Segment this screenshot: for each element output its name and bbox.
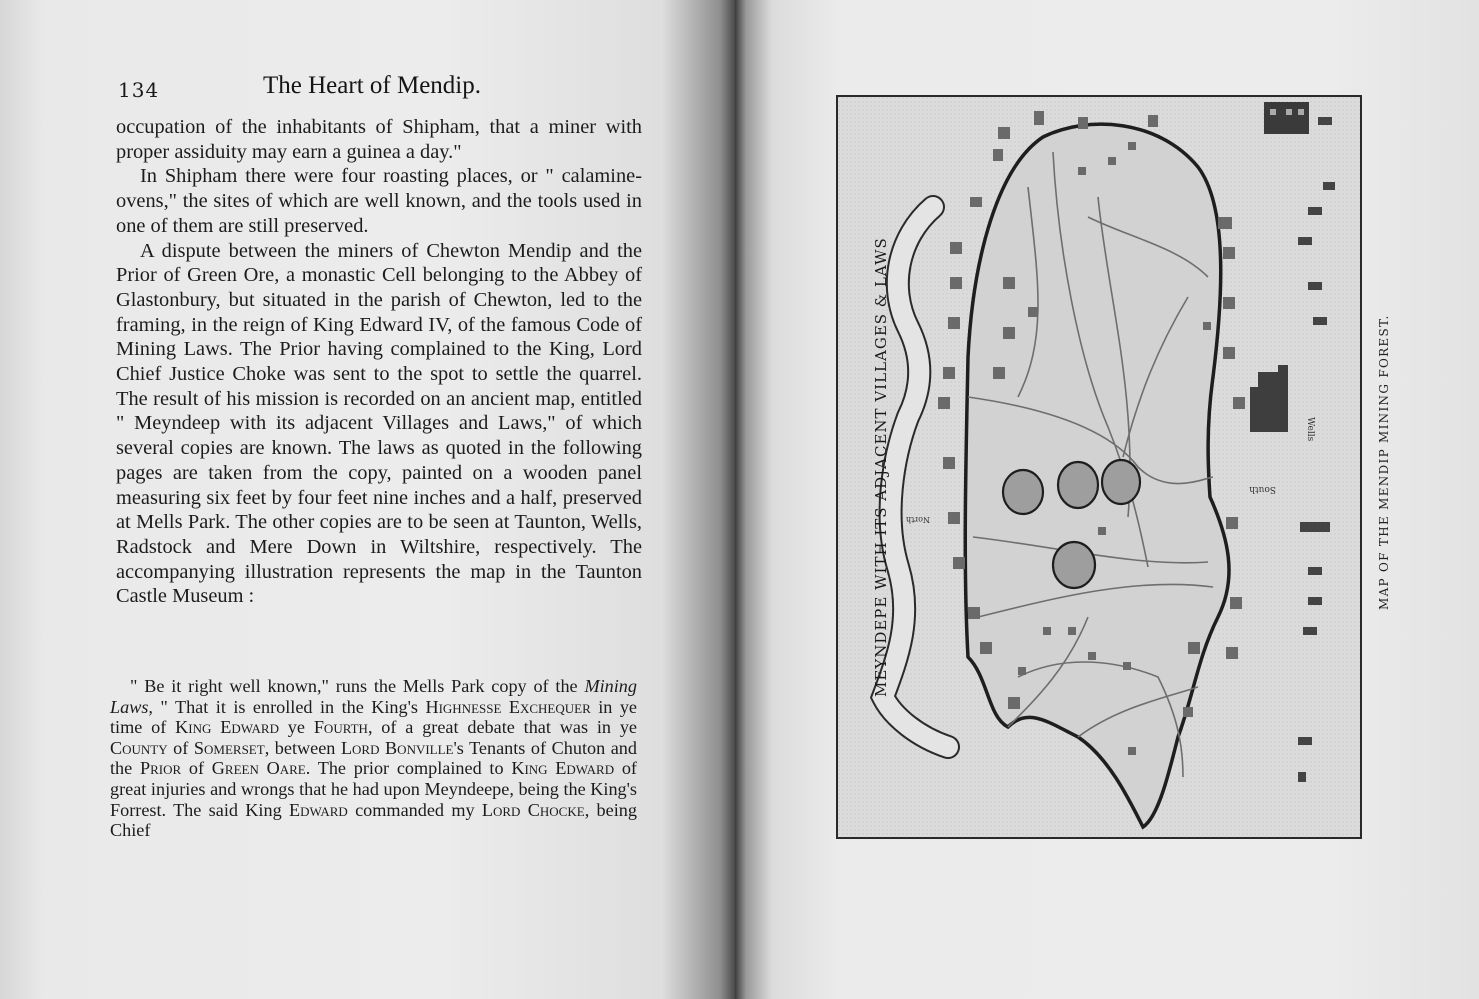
quote-text-run: in ye time of bbox=[110, 696, 637, 738]
quote-text-run: , between bbox=[264, 737, 341, 758]
quote-text-run: " Be it right well known," runs the Mells Park copy of the bbox=[130, 676, 585, 696]
mining-laws-quote bbox=[110, 676, 637, 841]
running-head bbox=[118, 70, 648, 110]
quote-smallcaps-run: Lord Chocke bbox=[481, 799, 585, 820]
quote-smallcaps-run: King Edward bbox=[511, 758, 615, 779]
map-label-south: South bbox=[1249, 484, 1276, 494]
map-label-north: North bbox=[905, 515, 930, 524]
plate-caption: MAP OF THE MENDIP MINING FOREST. bbox=[1377, 314, 1391, 610]
quote-text-run: , being Chief bbox=[110, 799, 637, 841]
paragraph-3: A dispute between the miners of Chewton Mendip and the Prior of Green Ore, a monastic Cell belonging to the Abbey of Glastonbury, but situated in the parish of Chewton, led to the framing, in the reign of King Edward IV, of the famous Code of Mining Laws. The Prior having complained to the King, Lord Chief Justice Choke was sent to the spot to settle the quarrel. The result of his mission is recorded on an ancient map, entitled " Meyndeep with its adjacent Villages and Laws," of which several copies are known. The laws as quoted in the following pages are taken from the copy, painted on a wooden panel measuring six feet by four feet nine inches and a half, preserved at Mells Park. The other copies are to be seen at Taunton, Wells, Radstock and Mere Down in Wiltshire, respectively. The accompanying illustration represents the map in the Taunton Castle Museum : bbox=[116, 239, 642, 608]
quote-text-run: . The prior complained to bbox=[305, 758, 512, 779]
quote-text-run: of great injuries and wrongs that he had upon Meyndeepe, being the King's Forrest. The said King bbox=[110, 758, 637, 820]
quote-text-run: commanded my bbox=[347, 799, 482, 820]
quote-smallcaps-run: Prior bbox=[139, 758, 182, 779]
quote-text-run: " That it is enrolled in the King's bbox=[152, 696, 426, 717]
quote-smallcaps-run: King Edward bbox=[175, 717, 279, 738]
paragraph-2: In Shipham there were four roasting places, or " calamine-ovens," the sites of which are well known, and the tools used in one of them are still preserved. bbox=[116, 165, 642, 237]
quote-text-run: ye bbox=[278, 717, 314, 738]
quote-smallcaps-run: Lord Bonville bbox=[340, 737, 454, 758]
quote-text-run: 's Tenants of Chuton and the bbox=[110, 737, 637, 779]
quote-smallcaps-run: Fourth bbox=[313, 717, 368, 738]
quote-paragraph bbox=[110, 676, 637, 841]
left-page bbox=[0, 0, 735, 999]
quote-smallcaps-run: Green Oare bbox=[211, 758, 306, 779]
page-number: 134 bbox=[118, 78, 160, 102]
quote-text-run: , of a great debate that was in ye bbox=[367, 717, 637, 738]
quote-smallcaps-run: County bbox=[110, 737, 168, 758]
quote-smallcaps-run: Somerset bbox=[193, 737, 265, 758]
mendip-map-illustration bbox=[838, 97, 1360, 837]
quote-smallcaps-run: Edward bbox=[289, 799, 348, 820]
quote-smallcaps-run: Highnesse Exchequer bbox=[425, 696, 591, 717]
running-title: The Heart of Mendip. bbox=[263, 72, 481, 99]
quote-text-run: of bbox=[167, 737, 194, 758]
map-label-wells: Wells bbox=[1305, 417, 1315, 442]
map-title-banner: MEYNDEPE WITH ITS ADJACENT VILLAGES & LAWS bbox=[872, 237, 890, 697]
paragraph-1: occupation of the inhabitants of Shipham, that a miner with proper assiduity may earn a guinea a day." bbox=[116, 116, 642, 163]
quote-text-run: of bbox=[181, 758, 212, 779]
manor-house bbox=[1264, 102, 1309, 134]
map-plate bbox=[836, 95, 1362, 839]
body-text bbox=[116, 115, 642, 609]
quote-italic-run: Mining Laws, bbox=[110, 676, 637, 717]
